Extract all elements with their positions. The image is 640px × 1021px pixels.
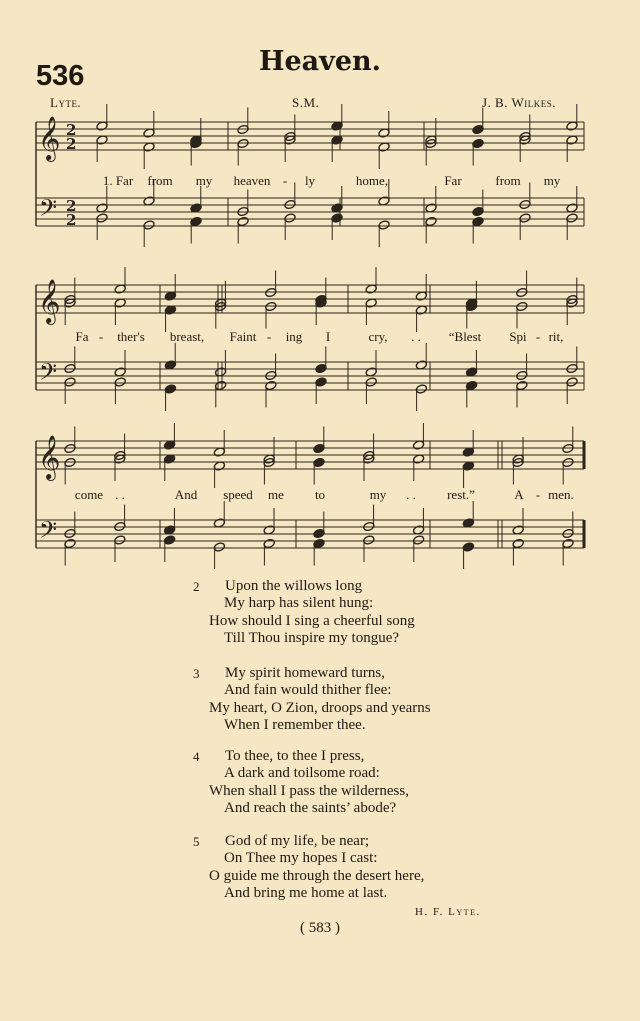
hymn-number: 536 xyxy=(36,60,85,92)
note-head xyxy=(412,535,424,545)
note-head xyxy=(96,213,108,223)
time-signature-denominator: 2 xyxy=(66,211,77,229)
lyric-syllable: speed xyxy=(223,487,253,502)
time-signature-numerator: 2 xyxy=(66,197,77,215)
verse-line: And bring me home at last. xyxy=(224,885,388,901)
verse-line: Upon the willows long xyxy=(225,578,363,594)
lyric-syllable: my xyxy=(543,173,561,188)
bass-clef: 𝄢 xyxy=(39,516,58,549)
lyric-syllable: me xyxy=(268,487,284,502)
lyric-syllable: Fa xyxy=(75,329,89,344)
note-head xyxy=(519,213,531,223)
note-head xyxy=(562,457,574,467)
note-head xyxy=(562,528,574,538)
lyric-syllable: ly xyxy=(304,173,316,188)
verse-line: And reach the saints’ abode? xyxy=(224,800,397,816)
note-head xyxy=(365,377,377,387)
lyric-hyphen: - xyxy=(535,329,541,344)
note-head xyxy=(265,370,277,380)
note-head xyxy=(472,216,484,226)
note-head xyxy=(284,213,296,223)
treble-clef: 𝄞 xyxy=(38,435,61,479)
note-head xyxy=(114,377,126,387)
verse-line: My harp has silent hung: xyxy=(224,595,374,611)
time-signature-denominator: 2 xyxy=(66,135,77,153)
lyric-syllable: rest.” xyxy=(447,487,475,502)
note-head xyxy=(562,443,574,453)
note-head xyxy=(415,384,427,394)
note-head xyxy=(462,542,474,552)
note-head xyxy=(566,213,578,223)
time-signature-numerator: 2 xyxy=(66,121,77,139)
note-head xyxy=(472,206,484,216)
lyric-syllable: Faint xyxy=(229,329,257,344)
lyric-hyphen: - xyxy=(535,487,541,502)
verse-line: On Thee my hopes I cast: xyxy=(224,850,378,866)
note-head xyxy=(64,377,76,387)
lyric-syllable: ther's xyxy=(117,329,145,344)
note-head xyxy=(363,535,375,545)
lyric-syllable: heaven xyxy=(233,173,271,188)
note-head xyxy=(516,380,528,390)
treble-clef: 𝄞 xyxy=(38,116,61,160)
verse-number: 2 xyxy=(193,579,200,594)
note-head xyxy=(315,363,327,373)
lyric-syllable: men. xyxy=(548,487,574,502)
note-head xyxy=(64,363,76,373)
verse-line: My spirit homeward turns, xyxy=(225,665,385,681)
note-head xyxy=(263,538,275,548)
lyric-syllable: Spi xyxy=(509,329,527,344)
verse-line: When shall I pass the wilderness, xyxy=(209,783,409,799)
meter: S.M. xyxy=(292,95,320,110)
lyric-syllable: breast, xyxy=(169,329,205,344)
note-head xyxy=(114,521,126,531)
lyric-syllable: I xyxy=(325,329,331,344)
note-head xyxy=(237,124,249,134)
note-head xyxy=(519,199,531,209)
note-head xyxy=(516,301,528,311)
verse-line: My heart, O Zion, droops and yearns xyxy=(209,700,431,716)
note-head xyxy=(190,216,202,226)
page-number: ( 583 ) xyxy=(300,920,340,936)
note-head xyxy=(313,528,325,538)
note-head xyxy=(313,457,325,467)
lyric-dots: . . xyxy=(406,487,416,502)
tune-name: Lyte. xyxy=(50,95,82,110)
lyric-syllable: come xyxy=(74,487,104,502)
note-head xyxy=(265,287,277,297)
composer: J. B. Wilkes. xyxy=(482,95,557,110)
lyric-syllable: And xyxy=(174,487,198,502)
lyric-syllable: “Blest xyxy=(448,329,482,344)
note-head xyxy=(64,528,76,538)
lyric-hyphen: - xyxy=(98,329,104,344)
note-head xyxy=(331,213,343,223)
author-credit: H. F. Lyte. xyxy=(415,906,481,918)
note-head xyxy=(265,301,277,311)
note-head xyxy=(465,380,477,390)
verse-number: 5 xyxy=(193,834,200,849)
note-head xyxy=(237,216,249,226)
verse-line: When I remember thee. xyxy=(224,717,366,733)
verse-line: A dark and toilsome road: xyxy=(224,765,380,781)
bass-clef: 𝄢 xyxy=(39,194,58,227)
verse-line: How should I sing a cheerful song xyxy=(209,613,415,629)
note-head xyxy=(516,287,528,297)
verse-number: 4 xyxy=(193,749,200,764)
note-head xyxy=(512,538,524,548)
lyric-syllable: ing xyxy=(285,329,303,344)
note-head xyxy=(214,380,226,390)
lyric-hyphen: - xyxy=(266,329,272,344)
hymn-title: Heaven. xyxy=(258,46,382,77)
note-head xyxy=(237,206,249,216)
lyric-syllable: from xyxy=(147,173,173,188)
verse-line: And fain would thither flee: xyxy=(224,682,392,698)
note-head xyxy=(562,538,574,548)
note-head xyxy=(516,370,528,380)
note-head xyxy=(237,138,249,148)
lyric-syllable: rit, xyxy=(548,329,564,344)
note-head xyxy=(163,535,175,545)
note-head xyxy=(472,138,484,148)
verse-number: 3 xyxy=(193,666,200,681)
note-head xyxy=(164,384,176,394)
lyric-syllable: to xyxy=(314,487,326,502)
verse-line: God of my life, be near; xyxy=(225,833,370,849)
note-head xyxy=(472,124,484,134)
lyric-dots: . . xyxy=(411,329,421,344)
verse-line: To thee, to thee I press, xyxy=(225,748,365,764)
note-head xyxy=(143,220,155,230)
note-head xyxy=(213,542,225,552)
lyric-syllable: home, xyxy=(355,173,389,188)
note-head xyxy=(363,521,375,531)
note-head xyxy=(425,216,437,226)
note-head xyxy=(313,538,325,548)
note-head xyxy=(313,443,325,453)
note-head xyxy=(265,380,277,390)
lyric-syllable: 1. Far xyxy=(102,173,134,188)
verse-line: Till Thou inspire my tongue? xyxy=(224,630,400,646)
treble-clef: 𝄞 xyxy=(38,279,61,323)
lyric-syllable: from xyxy=(495,173,521,188)
note-head xyxy=(64,538,76,548)
lyric-syllable: cry, xyxy=(368,329,388,344)
lyric-dots: . . xyxy=(115,487,125,502)
note-head xyxy=(566,363,578,373)
note-head xyxy=(566,377,578,387)
note-head xyxy=(64,457,76,467)
lyric-syllable: my xyxy=(195,173,213,188)
note-head xyxy=(315,377,327,387)
note-head xyxy=(64,443,76,453)
lyric-hyphen: - xyxy=(282,173,288,188)
bass-clef: 𝄢 xyxy=(39,358,58,391)
note-head xyxy=(284,199,296,209)
lyric-syllable: A xyxy=(514,487,524,502)
note-head xyxy=(378,220,390,230)
lyric-syllable: Far xyxy=(444,173,462,188)
verse-line: O guide me through the desert here, xyxy=(209,868,425,884)
lyric-syllable: my xyxy=(369,487,387,502)
note-head xyxy=(114,535,126,545)
